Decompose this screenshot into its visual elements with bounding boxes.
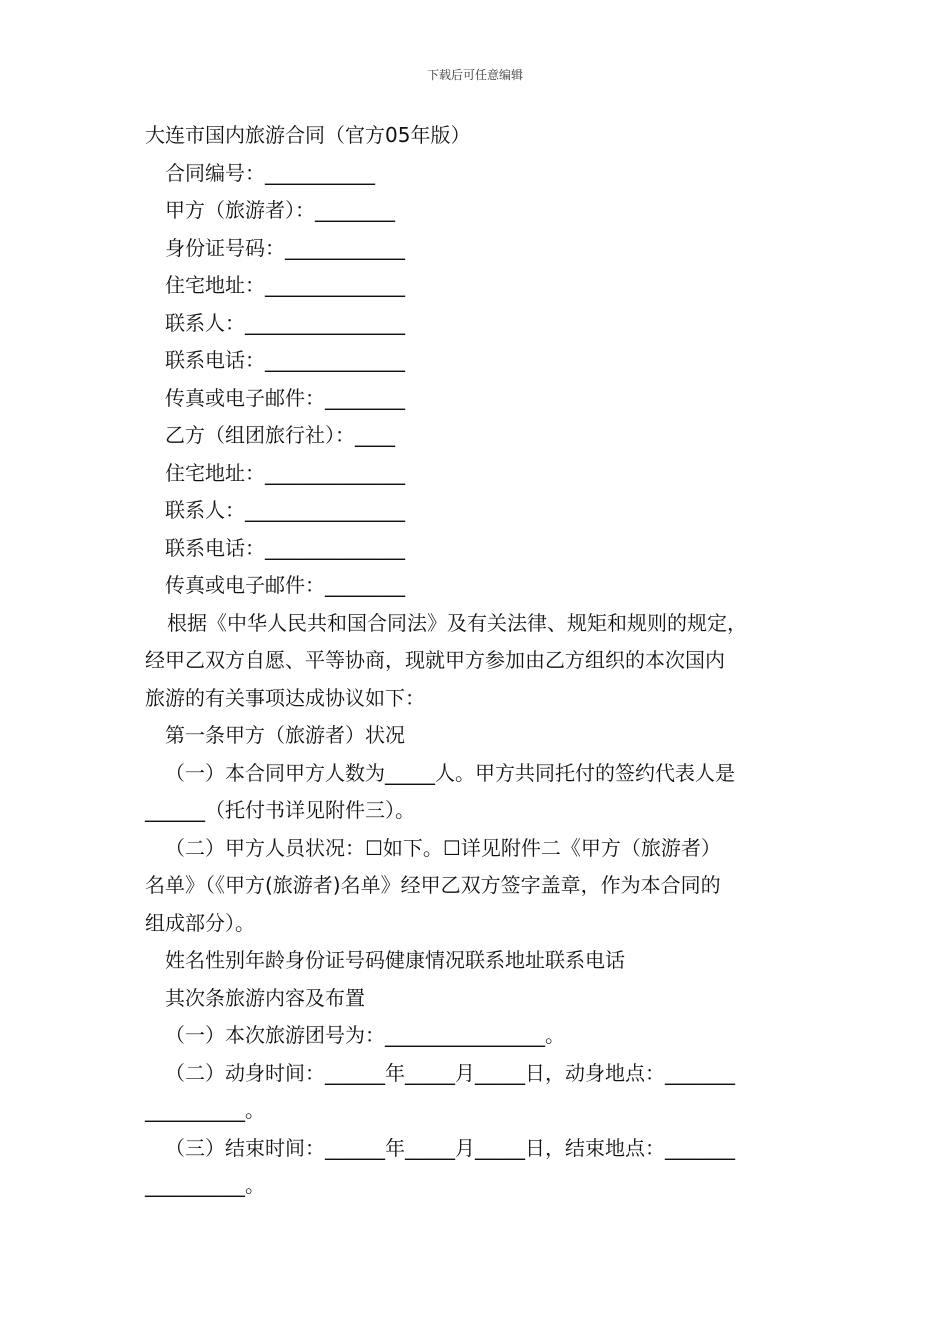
intro-paragraph-line: 经甲乙双方自愿、平等协商，现就甲方参加由乙方组织的本次国内 (145, 648, 725, 672)
article-2-item-3-cont: __________。 (145, 1173, 265, 1197)
field-fax-email-b: 传真或电子邮件：________ (165, 573, 405, 597)
article-2-item-1: （一）本次旅游团号为：________________。 (165, 1023, 565, 1047)
article-2-item-2: （二）动身时间：______年_____月_____日，动身地点：_______ (165, 1060, 735, 1085)
intro-paragraph-line: 旅游的有关事项达成协议如下： (145, 685, 425, 710)
contract-body (145, 117, 835, 1205)
article-2-item-2-cont: __________。 (145, 1098, 265, 1122)
article-1-title: 第一条甲方（旅游者）状况 (165, 723, 405, 747)
article-1-item-1-cont: ______（托付书详见附件三）。 (145, 798, 415, 822)
article-1-item-1: （一）本合同甲方人数为_____人。甲方共同托付的签约代表人是 (165, 760, 735, 785)
field-party-a: 甲方（旅游者）：________ (165, 198, 395, 222)
field-phone-b: 联系电话：______________ (165, 535, 405, 560)
page-header: 下载后可任意编辑 (426, 68, 523, 82)
article-1-item-2-cont: 名单》（《甲方(旅游者)名单》经甲乙双方签字盖章，作为本合同的 (145, 873, 721, 897)
field-contact-b: 联系人：________________ (165, 498, 405, 522)
field-phone-a: 联系电话：______________ (165, 348, 405, 372)
traveler-table-header: 姓名性别年龄身份证号码健康情况联系地址联系电话 (165, 948, 625, 972)
article-1-item-2-cont: 组成部分）。 (145, 910, 255, 935)
article-2-title: 其次条旅游内容及布置 (165, 985, 365, 1010)
field-contact-a: 联系人：________________ (165, 310, 405, 335)
field-id-number: 身份证号码：____________ (165, 235, 405, 260)
document-title: 大连市国内旅游合同（官方05年版） (145, 123, 471, 147)
field-address-a: 住宅地址：______________ (165, 273, 405, 297)
field-party-b: 乙方（组团旅行社）：____ (165, 423, 395, 447)
field-address-b: 住宅地址：______________ (165, 460, 405, 485)
intro-paragraph-line: 根据《中华人民共和国合同法》及有关法律、规矩和规则的规定， (167, 610, 747, 635)
field-contract-number: 合同编号：___________ (165, 160, 375, 185)
article-2-item-3: （三）结束时间：______年_____月_____日，结束地点：_______ (165, 1135, 735, 1160)
article-1-item-2: （二）甲方人员状况：☐如下。☐详见附件二《甲方（旅游者） (165, 835, 721, 860)
field-fax-email-a: 传真或电子邮件：________ (165, 385, 405, 410)
